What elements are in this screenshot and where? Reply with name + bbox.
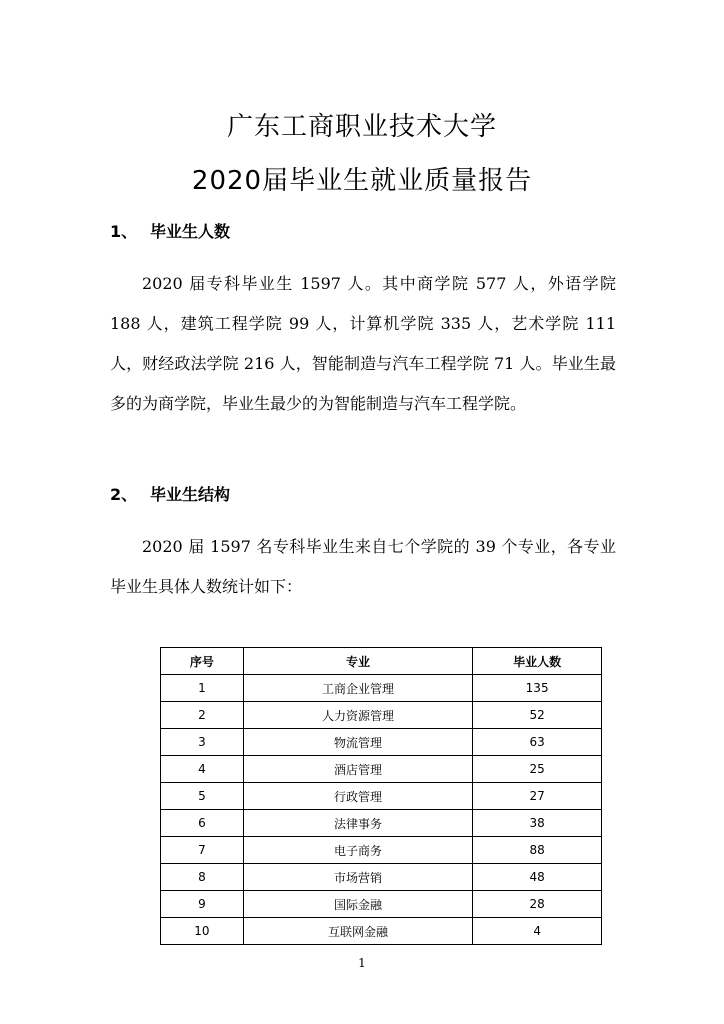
cell-index: 1: [161, 675, 244, 702]
cell-count: 88: [473, 837, 602, 864]
cell-index: 10: [161, 918, 244, 945]
cell-index: 7: [161, 837, 244, 864]
table-row: [161, 810, 602, 837]
section-heading-text: 毕业生人数: [150, 222, 231, 241]
column-header-major: 专业: [243, 648, 472, 675]
table-row: [161, 675, 602, 702]
cell-index: 4: [161, 756, 244, 783]
table-row: [161, 756, 602, 783]
table-row: [161, 837, 602, 864]
cell-count: 38: [473, 810, 602, 837]
cell-major: 电子商务: [243, 837, 472, 864]
cell-index: 9: [161, 891, 244, 918]
cell-count: 28: [473, 891, 602, 918]
cell-index: 3: [161, 729, 244, 756]
column-header-count: 毕业人数: [473, 648, 602, 675]
page-number: 1: [358, 956, 366, 970]
cell-major: 法律事务: [243, 810, 472, 837]
table-row: [161, 918, 602, 945]
table-row: [161, 783, 602, 810]
column-header-index: 序号: [161, 648, 244, 675]
section-paragraph-1: 2020 届专科毕业生 1597 人。其中商学院 577 人，外语学院 188 人，建筑工程学院 99 人，计算机学院 335 人，艺术学院 111 人，财经政法学院 216 人，智能制造与汽车工程学院 71 人。毕业生最多的为商学院，毕业生最少的为智能制造与汽车工程学院。: [110, 274, 616, 413]
cell-count: 63: [473, 729, 602, 756]
table-row: [161, 729, 602, 756]
cell-major: 人力资源管理: [243, 702, 472, 729]
section-heading-2: [110, 482, 230, 505]
table-row: [161, 891, 602, 918]
cell-count: 48: [473, 864, 602, 891]
cell-major: 行政管理: [243, 783, 472, 810]
cell-major: 工商企业管理: [243, 675, 472, 702]
section-heading-1: [110, 219, 230, 242]
section-paragraph-2: 2020 届 1597 名专科毕业生来自七个学院的 39 个专业，各专业毕业生具体人数统计如下：: [110, 537, 616, 596]
section-number: 1、: [110, 222, 138, 241]
cell-count: 135: [473, 675, 602, 702]
table-row: [161, 702, 602, 729]
cell-major: 国际金融: [243, 891, 472, 918]
cell-major: 物流管理: [243, 729, 472, 756]
cell-index: 8: [161, 864, 244, 891]
graduates-by-major-table: [160, 647, 602, 945]
cell-count: 27: [473, 783, 602, 810]
cell-count: 52: [473, 702, 602, 729]
cell-index: 6: [161, 810, 244, 837]
section-heading-text: 毕业生结构: [150, 485, 231, 504]
cell-major: 互联网金融: [243, 918, 472, 945]
cell-count: 25: [473, 756, 602, 783]
cell-index: 2: [161, 702, 244, 729]
document-subtitle: 2020届毕业生就业质量报告: [191, 166, 533, 196]
cell-index: 5: [161, 783, 244, 810]
table-header-row: [161, 648, 602, 675]
cell-major: 酒店管理: [243, 756, 472, 783]
table-row: [161, 864, 602, 891]
document-title: 广东工商职业技术大学: [226, 112, 497, 142]
cell-major: 市场营销: [243, 864, 472, 891]
section-number: 2、: [110, 485, 138, 504]
cell-count: 4: [473, 918, 602, 945]
